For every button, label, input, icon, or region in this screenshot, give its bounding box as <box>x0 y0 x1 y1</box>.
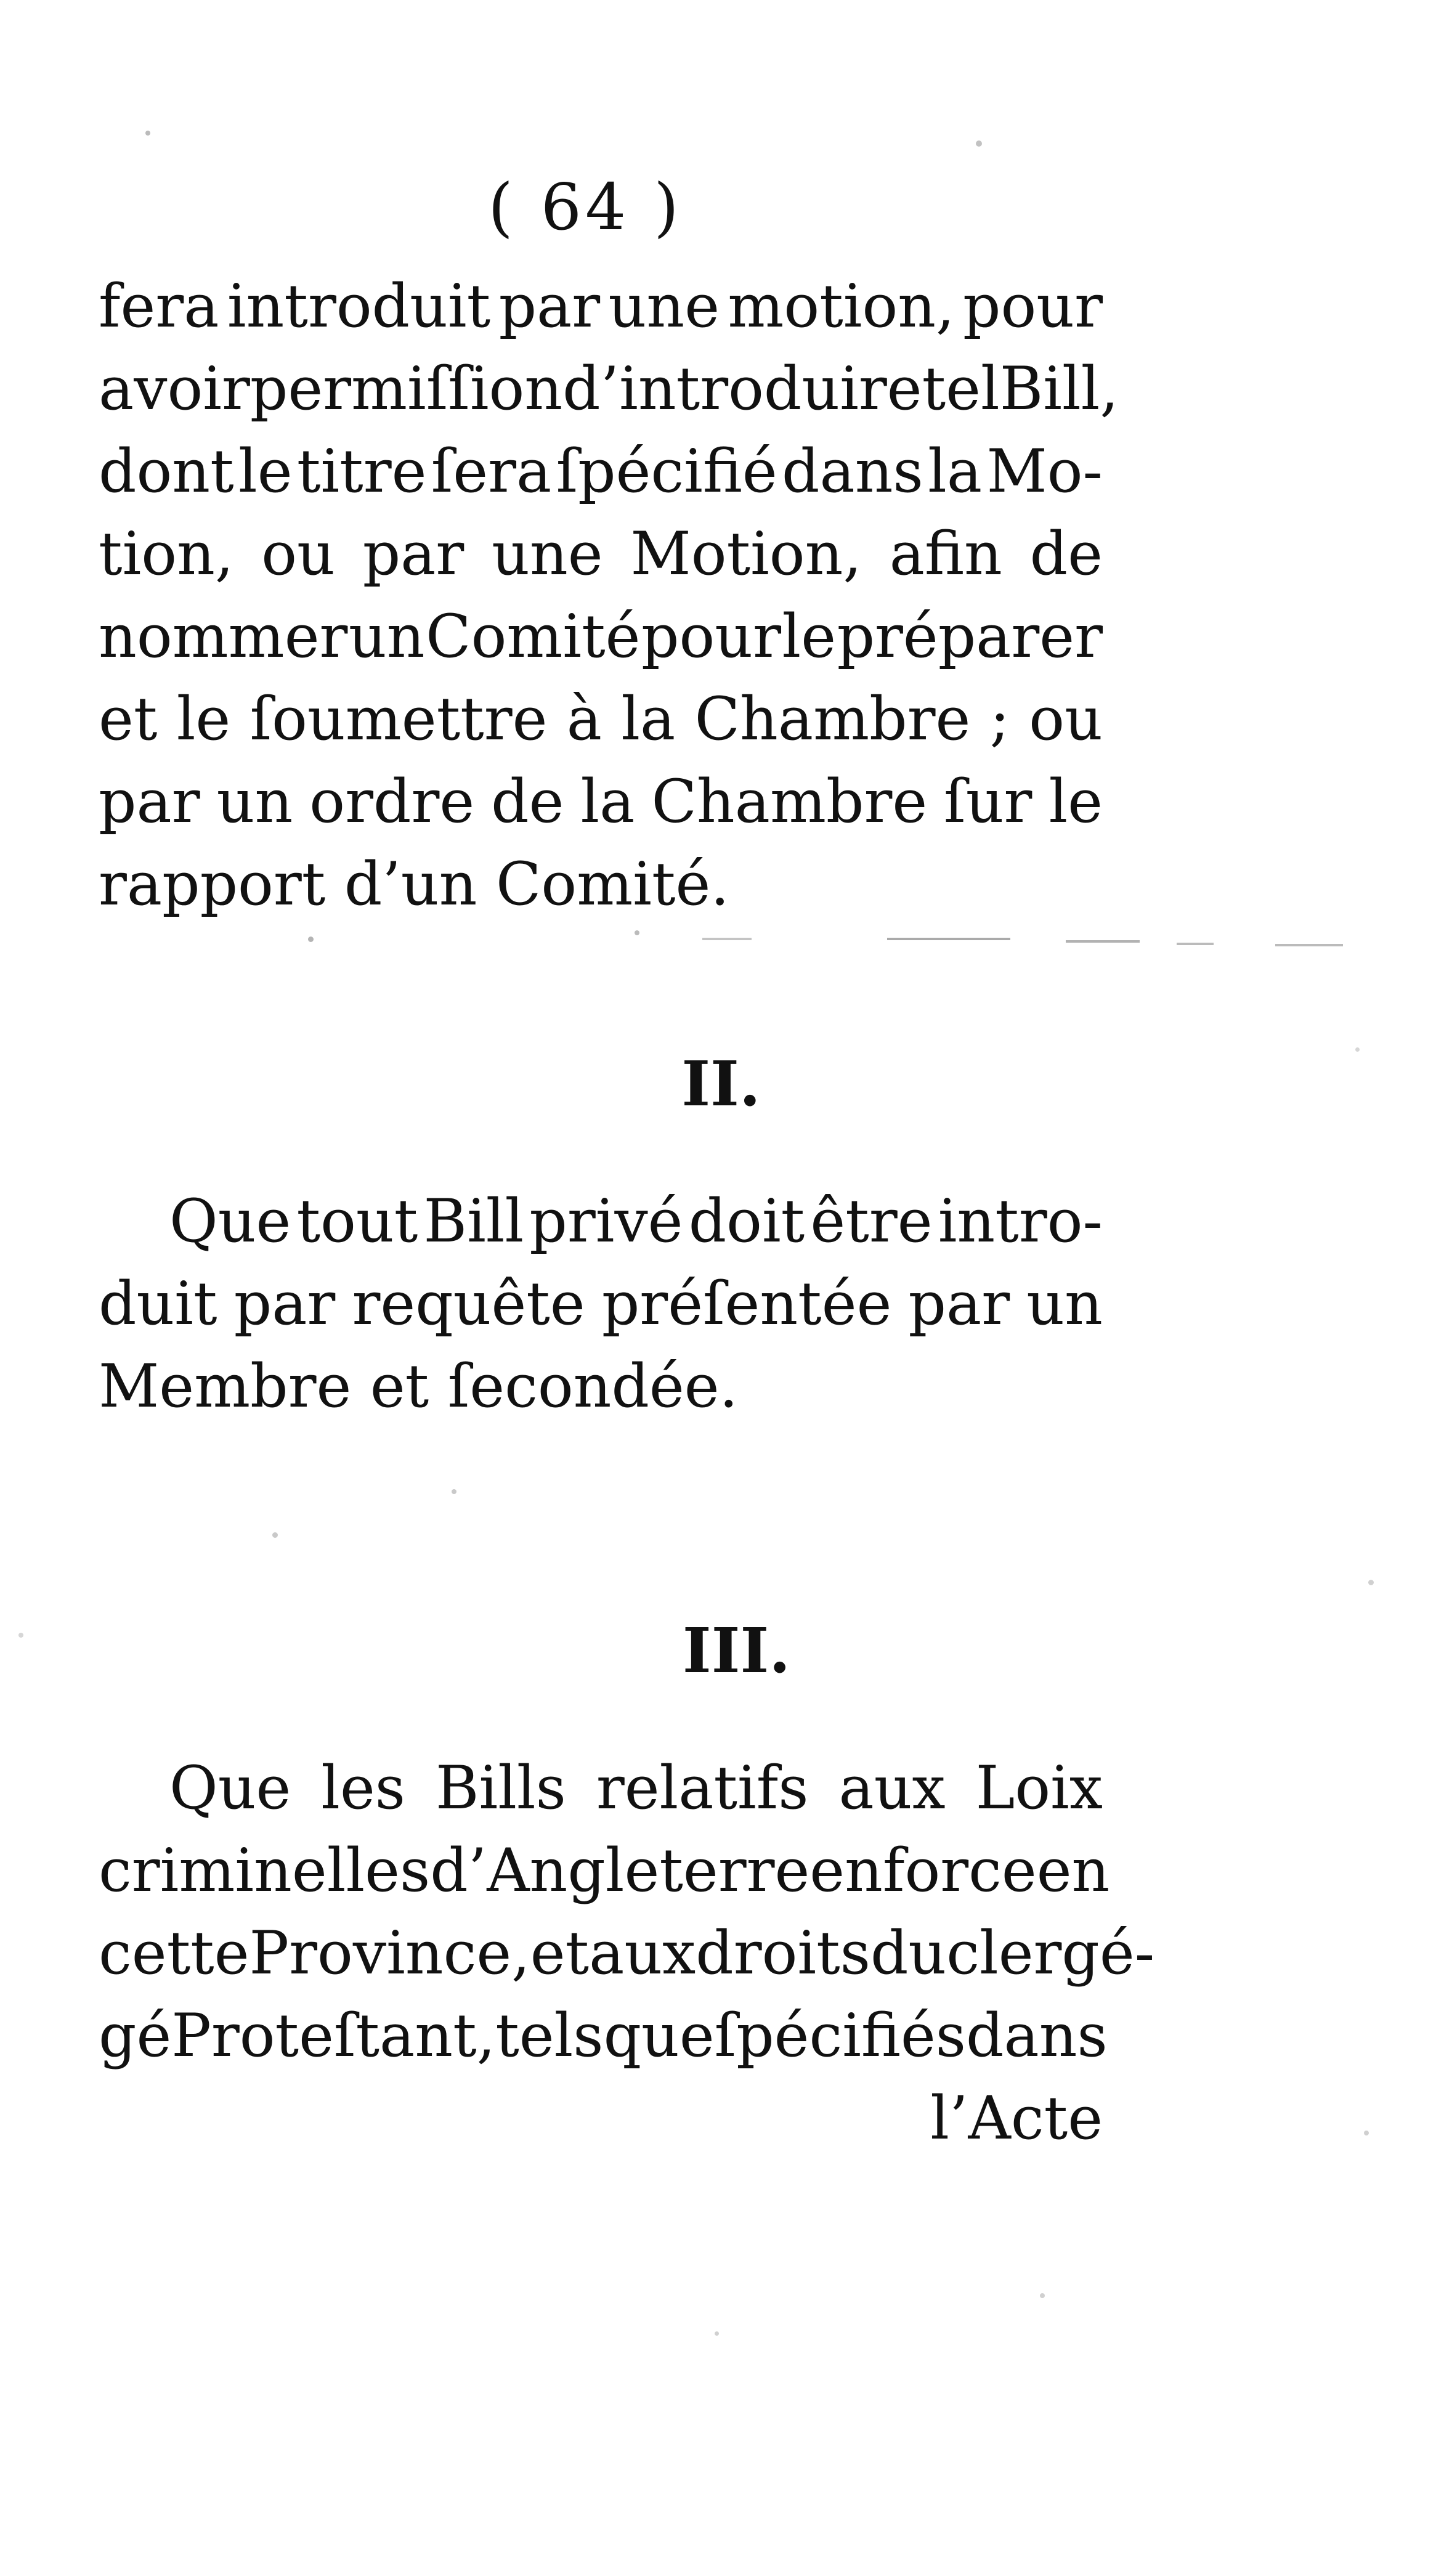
section-heading-iii: III. <box>682 1614 791 1687</box>
text-line: avoir permiſſion d’introduire tel Bill, <box>99 354 1119 423</box>
paragraph-section-ii <box>99 1180 1103 1428</box>
paper-speck <box>1364 2131 1369 2135</box>
paper-speck <box>715 2331 719 2336</box>
show-through-rule <box>1177 943 1214 945</box>
catchword: l’Acte <box>930 2084 1103 2153</box>
paper-speck <box>1040 2293 1045 2298</box>
text-line: Que tout Bill privé doit être intro- <box>169 1187 1103 1256</box>
text-line: par un ordre de la Chambre ſur le <box>99 767 1103 836</box>
paper-speck <box>1355 1047 1360 1052</box>
text-line: rapport d’un Comité. <box>99 850 729 919</box>
text-line: duit par requête préſentée par un <box>99 1269 1103 1338</box>
page-number: ( 64 ) <box>488 169 683 245</box>
show-through-rule <box>702 938 752 940</box>
paper-speck <box>145 131 150 136</box>
paragraph-continuation <box>99 265 1119 925</box>
text-line: fera introduit par une motion, pour <box>99 272 1103 341</box>
show-through-rule <box>1066 940 1140 943</box>
show-through-rule <box>1275 944 1343 946</box>
paper-speck <box>976 140 982 147</box>
text-line: Membre et ſecondée. <box>99 1352 739 1421</box>
section-heading-ii: II. <box>681 1047 761 1120</box>
paper-speck <box>452 1489 456 1494</box>
show-through-rule <box>887 938 1010 940</box>
text-line: cette Province, et aux droits du clergé- <box>99 1919 1155 1988</box>
paper-speck <box>1368 1580 1374 1585</box>
paper-speck <box>272 1532 278 1538</box>
text-line: criminelles d’Angleterre en force en <box>99 1836 1110 1905</box>
text-line: nommer un Comité pour le préparer <box>99 602 1103 671</box>
text-line: gé Proteſtant, tels que ſpécifiés dans <box>99 2001 1108 2070</box>
paper-speck <box>18 1633 23 1638</box>
paper-speck <box>308 937 314 942</box>
paragraph-section-iii <box>99 1747 1155 2160</box>
paper-speck <box>635 930 639 935</box>
text-line: Que les Bills relatifs aux Loix <box>169 1753 1103 1822</box>
text-line: dont le titre ſera ſpécifié dans la Mo- <box>99 437 1103 506</box>
text-line: et le ſoumettre à la Chambre ; ou <box>99 685 1103 754</box>
text-line: tion, ou par une Motion, afin de <box>99 519 1103 588</box>
